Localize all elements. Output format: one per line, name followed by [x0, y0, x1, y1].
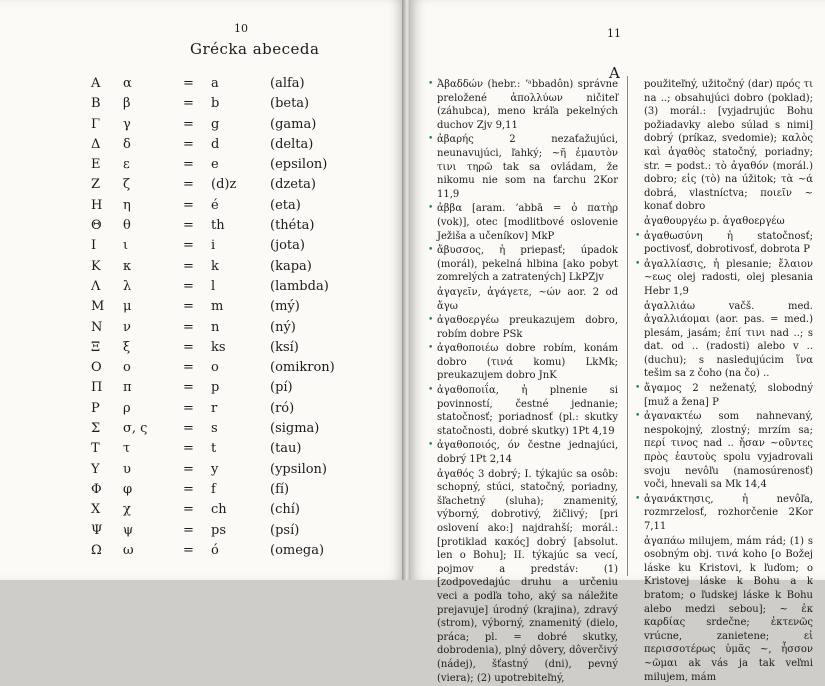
letter-name: (alfa) [270, 76, 305, 91]
letter-name: (delta) [270, 136, 314, 152]
equals-sign: = [183, 197, 194, 213]
left-page [0, 0, 404, 580]
dictionary-entry [635, 78, 813, 214]
entry-text: Ἀβαδδών (hebr.: ʼᵃbbadôn) správne preložené ἀπολλύων ničiteľ (záhubca), meno kráľa pekelných duchov Zjv 9,11 [437, 79, 618, 131]
equals-sign: = [183, 441, 194, 457]
transliteration: a [211, 76, 219, 91]
entry-text: ἄγαμος 2 neženatý, slobodný [muž a žena] P [644, 383, 813, 408]
entry-bullet-icon: • [635, 493, 641, 504]
lowercase-letter: β [123, 96, 131, 112]
lowercase-letter: ο [123, 360, 131, 376]
section-letter: A [609, 64, 620, 82]
equals-sign: = [183, 339, 194, 355]
letter-name: (sigma) [270, 421, 320, 437]
transliteration: t [211, 441, 217, 457]
letter-name: (tau) [270, 441, 302, 457]
lowercase-letter: υ [123, 461, 131, 477]
letter-name: (théta) [270, 218, 315, 234]
dictionary-entry [428, 286, 618, 313]
transliteration: ks [211, 339, 226, 355]
letter-name: (omikron) [270, 360, 335, 376]
lowercase-letter: χ [123, 502, 131, 518]
transliteration: th [211, 218, 225, 234]
dictionary-entry [428, 133, 618, 201]
uppercase-letter: Γ [91, 116, 101, 132]
uppercase-letter: Π [91, 380, 103, 396]
lowercase-letter: η [123, 197, 131, 213]
uppercase-letter: Β [91, 96, 101, 112]
dictionary-entry [428, 384, 618, 438]
dictionary-column-1 [428, 78, 618, 686]
transliteration: y [211, 461, 219, 477]
entry-text: ἄβυσσος, ἡ priepasť; úpadok (morál), pekelná hlbina [ako pobyt zomrelých a zatratených] LkPZjv [437, 245, 618, 284]
dictionary-entry [428, 468, 618, 686]
lowercase-letter: ξ [123, 339, 131, 355]
equals-sign: = [183, 76, 194, 91]
lowercase-letter: σ, ς [123, 421, 148, 437]
uppercase-letter: Ζ [91, 177, 101, 193]
entry-text: ἀγαθοποιΐα, ἡ plnenie si povinností, čestné jednanie; statočnosť; poriadnosť (pl.: skutky statočnosti, dobré skutky) 1Pt 4,19 [437, 385, 618, 437]
entry-bullet-icon: • [635, 258, 641, 269]
uppercase-letter: Ξ [91, 339, 101, 355]
lowercase-letter: θ [123, 218, 131, 234]
dictionary-entry [635, 382, 813, 409]
equals-sign: = [183, 421, 194, 437]
entry-text: ἀγαπάω milujem, mám rád; (1) s osobným obj. τινά koho [o Božej láske ku Kristovi, k ľuďom; o Kristovej láske k Bohu a k bratom; o ľudskej láske k Bohu alebo medzi sebou]; ~ ἐκ καρδίας srdečne; ἐκτενῶς vrúcne, zanietene; εἰ περισσοτέρως ὑμᾶς ~, ἧσσον ~ῶμαι ak vás ja tak veľmi milujem, mám [644, 535, 813, 683]
entry-text: ἀγανακτέω som nahnevaný, nespokojný, zlostný; mrzím sa; περί τινος nad .. ἤσαν ~οῦντες πρὸς ἑαυτοὺς spolu vyjadrovali svoju nevôľu (namosúrenosť) voči, hnevali sa Mk 14,4 [644, 411, 813, 491]
lowercase-letter: ν [123, 319, 131, 335]
entry-bullet-icon: • [635, 230, 641, 241]
lowercase-letter: λ [123, 278, 132, 294]
page-number-right: 11 [607, 27, 621, 40]
equals-sign: = [183, 481, 194, 497]
equals-sign: = [183, 360, 194, 376]
transliteration: m [211, 299, 224, 315]
lowercase-letter: γ [123, 116, 131, 132]
lowercase-letter: α [123, 76, 132, 91]
transliteration: r [211, 400, 218, 416]
lowercase-letter: π [123, 380, 132, 396]
dictionary-entry [428, 314, 618, 341]
entry-bullet-icon: • [428, 79, 434, 89]
uppercase-letter: Υ [91, 461, 100, 477]
transliteration: ps [211, 522, 226, 538]
letter-name: (fí) [270, 481, 290, 497]
entry-text: ἀγαλλίασις, ἡ plesanie; ἔλαιον ~εως olej radosti, olej plesania Hebr 1,9 [644, 258, 813, 297]
entry-bullet-icon: • [428, 385, 434, 396]
entry-text: ἀγανάκτησις, ἡ nevôľa, rozmrzelosť, rozhorčenie 2Kor 7,11 [644, 493, 813, 532]
uppercase-letter: Ρ [91, 400, 100, 416]
entry-bullet-icon: • [428, 315, 434, 326]
transliteration: ch [211, 502, 227, 518]
transliteration: ó [211, 542, 219, 558]
transliteration: g [211, 116, 220, 132]
entry-text: ἀγαθοποιός, όν čestne jednajúci, dobrý 1Pt 2,14 [437, 440, 618, 466]
dictionary-entry [635, 258, 813, 299]
equals-sign: = [183, 157, 194, 173]
entry-text: ἀββα [aram. ʼabbā = ὁ πατὴρ (vok)], otec [modlitbové oslovenie Ježiša a učeníkov] MkP [437, 203, 618, 242]
letter-name: (jota) [270, 238, 305, 254]
entry-bullet-icon: • [635, 383, 641, 394]
transliteration: s [211, 421, 218, 437]
uppercase-letter: Λ [91, 278, 101, 294]
letter-name: (beta) [270, 96, 310, 112]
uppercase-letter: Τ [91, 441, 100, 457]
transliteration: l [211, 278, 216, 294]
dictionary-entry [428, 439, 618, 466]
equals-sign: = [183, 116, 194, 132]
column-divider [627, 76, 628, 576]
letter-name: (gama) [270, 116, 317, 132]
uppercase-letter: Η [91, 197, 103, 213]
entry-bullet-icon: • [428, 440, 434, 451]
equals-sign: = [183, 542, 194, 558]
dictionary-entry [428, 244, 618, 285]
uppercase-letter: Ν [91, 319, 103, 335]
letter-name: (ksí) [270, 339, 299, 355]
transliteration: (d)z [211, 177, 237, 193]
lowercase-letter: δ [123, 136, 131, 152]
entry-text: ἀβαρής 2 nezaťažujúci, neunavujúci, ľahký; ~ῆ ἐμαυτὸν τινι τηρῶ tak sa ovládam, že nikomu nie som na ťarchu 2Kor 11,9 [437, 134, 618, 200]
transliteration: b [211, 96, 220, 112]
lowercase-letter: τ [123, 441, 131, 457]
letter-name: (epsilon) [270, 157, 328, 173]
letter-name: (lambda) [270, 278, 329, 294]
uppercase-letter: Ω [91, 542, 102, 558]
dictionary-entry [428, 78, 618, 132]
uppercase-letter: Α [91, 76, 101, 91]
lowercase-letter: κ [123, 258, 132, 274]
equals-sign: = [183, 136, 194, 152]
uppercase-letter: Φ [91, 481, 102, 497]
entry-text: ἀγαθός 3 dobrý; I. týkajúc sa osôb: schopný, stúci, statočný, poriadny, šľachetný (sluha); znamenitý, výborný, dobrotivý, žičlivý; [pri oslovení ako:] najdrahší; morál.: [protiklad κακός] dobrý [absolut. len o Bohu]; II. týkajúc sa vecí, pojmov a predstáv: (1) [zodpovedajúc druhu a určeniu veci a podľa toho, aký sa náležite prejavuje] úrodný (krajina), zdravý (strom), výborný, znamenitý (dielo, práca; pl. = dobré skutky, dobrodenia), plný dôvery, dôverčivý (nádej), šťastný (dni), pevný (viera); (2) upotrebiteľný, [437, 468, 618, 684]
entry-text: ἀγαθοεργέω preukazujem dobro, robím dobre PSk [437, 315, 618, 340]
entry-text: ἀγαθουργέω p. ἀγαθοεργέω [644, 215, 785, 227]
transliteration: k [211, 258, 219, 274]
uppercase-letter: Θ [91, 218, 102, 234]
page-title: Grécka abeceda [190, 40, 320, 58]
uppercase-letter: Ο [91, 360, 102, 376]
transliteration: n [211, 319, 220, 335]
dictionary-entry [635, 410, 813, 492]
dictionary-entry [635, 230, 813, 257]
equals-sign: = [183, 400, 194, 416]
uppercase-letter: Ψ [91, 522, 103, 538]
entry-text: ἀγαθωσύνη ἡ statočnosť; poctivosť, dobrotivosť, dobrota P [644, 230, 813, 256]
uppercase-letter: Χ [91, 502, 101, 518]
lowercase-letter: ε [123, 157, 130, 173]
letter-name: (ný) [270, 319, 296, 335]
lowercase-letter: ψ [123, 522, 134, 538]
dictionary-entry [635, 493, 813, 534]
page-number-left: 10 [234, 22, 248, 35]
lowercase-letter: ζ [123, 177, 131, 193]
transliteration: p [211, 380, 220, 396]
equals-sign: = [183, 380, 194, 396]
equals-sign: = [183, 461, 194, 477]
equals-sign: = [183, 278, 194, 294]
equals-sign: = [183, 319, 194, 335]
transliteration: e [211, 157, 219, 173]
transliteration: o [211, 360, 219, 376]
dictionary-entry [428, 202, 618, 243]
lowercase-letter: ι [123, 238, 129, 254]
uppercase-letter: Δ [91, 136, 101, 152]
entry-bullet-icon: • [635, 411, 641, 422]
lowercase-letter: ω [123, 542, 134, 558]
equals-sign: = [183, 177, 194, 193]
dictionary-entry [635, 535, 813, 685]
transliteration: i [211, 238, 216, 254]
letter-name: (omega) [270, 542, 325, 558]
equals-sign: = [183, 218, 194, 234]
equals-sign: = [183, 522, 194, 538]
letter-name: (eta) [270, 197, 301, 213]
uppercase-letter: Ε [91, 157, 101, 173]
equals-sign: = [183, 502, 194, 518]
entry-bullet-icon: • [428, 203, 434, 214]
uppercase-letter: Κ [91, 258, 101, 274]
lowercase-letter: μ [123, 299, 132, 315]
equals-sign: = [183, 238, 194, 254]
transliteration: f [211, 481, 216, 497]
entry-bullet-icon: • [428, 343, 434, 354]
dictionary-entry [428, 342, 618, 383]
letter-name: (chí) [270, 502, 300, 518]
entry-text: ἀγαλλιάω vačš. med. ἀγαλλιάομαι (aor. pas. = med.) plesám, jasám; ἐπί τινι nad ..; s dat. od .. (radosti) alebo v .. (duchu); s nasledujúcim ἵνα tešim sa z čoho (na čo) .. [644, 300, 813, 380]
letter-name: (ypsilon) [270, 461, 327, 477]
dictionary-entry [635, 300, 813, 382]
entry-text: ἀγαθοποιέω dobre robím, konám dobro (τινά komu) LkMk; preukazujem dobro JnK [437, 343, 618, 382]
letter-name: (pí) [270, 380, 293, 396]
letter-name: (mý) [270, 299, 300, 315]
letter-name: (psí) [270, 522, 300, 538]
dictionary-column-2 [635, 78, 813, 685]
equals-sign: = [183, 258, 194, 274]
equals-sign: = [183, 96, 194, 112]
entry-text: použiteľný, užitočný (dar) πρός τι na ..; obsahujúci dobro (poklad); (3) morál.: [vyjadrujúc Bohu požiadavky alebo súlad s nimi] dobrý (príkaz, svedomie); καλὸς καὶ ἀγαθὸς statočný, poriadny; str. = podst.: τὸ ἀγαθόν (morál.) dobro; εἰς (τὸ) na úžitok; τὰ ~ά dobrá, vlastníctva; ποιεῖν ~ konať dobro [644, 79, 813, 213]
letter-name: (kapa) [270, 258, 312, 274]
letter-name: (ró) [270, 400, 295, 416]
dictionary-entry [635, 215, 813, 229]
entry-bullet-icon: • [428, 134, 434, 145]
transliteration: é [211, 197, 219, 213]
entry-bullet-icon: • [428, 245, 434, 256]
equals-sign: = [183, 299, 194, 315]
lowercase-letter: φ [123, 481, 133, 497]
lowercase-letter: ρ [123, 400, 131, 416]
uppercase-letter: Σ [91, 421, 101, 437]
entry-text: ἀγαγεῖν, ἀγάγετε, ~ών aor. 2 od ἄγω [437, 286, 618, 312]
uppercase-letter: Ι [91, 238, 97, 254]
uppercase-letter: Μ [91, 299, 105, 315]
right-page [410, 0, 825, 684]
letter-name: (dzeta) [270, 177, 316, 193]
transliteration: d [211, 136, 220, 152]
